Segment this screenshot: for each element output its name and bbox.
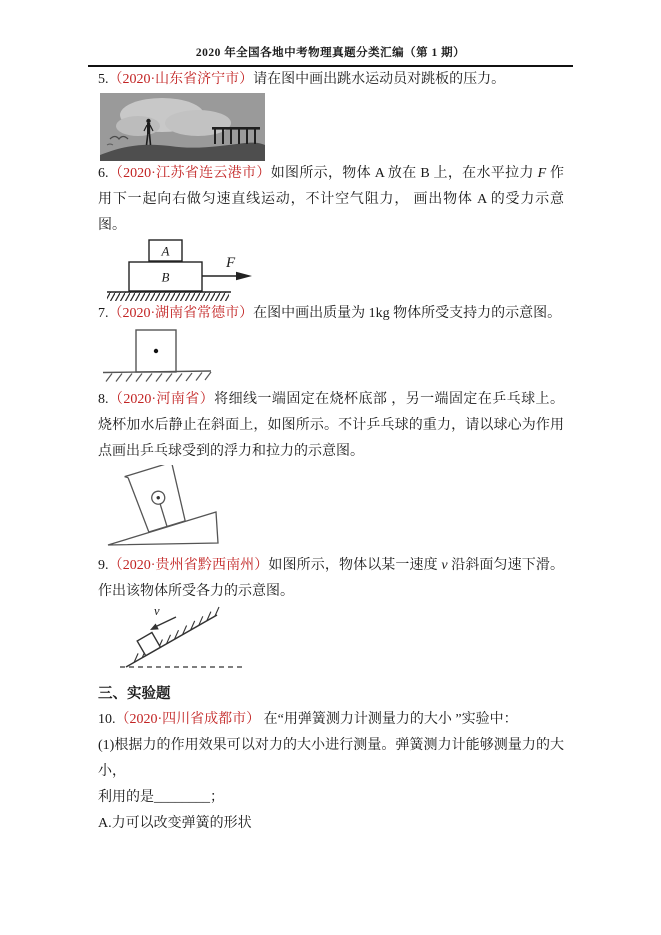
cloud-shape bbox=[116, 116, 160, 136]
incline-slide-diagram bbox=[98, 605, 248, 677]
ground-hatching bbox=[107, 293, 229, 302]
string-line bbox=[160, 504, 167, 526]
beaker-group bbox=[125, 465, 192, 534]
question-10-text: 在“用弹簧测力计测量力的大小 ”实验中： bbox=[260, 712, 518, 727]
blocks-diagram bbox=[105, 239, 265, 301]
sliding-block bbox=[137, 632, 160, 655]
question-10-blank-text: 利用的是________； bbox=[98, 790, 224, 805]
ground-line bbox=[103, 371, 211, 373]
question-8-text: 将细线一端固定在烧杯底部 ，另一端固定在乒乓球上。烧杯加水后静止在斜面上，如图所示。不计乒乓球的重力，请以球心为作用点画出乒乓球受到的浮力和拉力的示意图。 bbox=[98, 392, 564, 459]
header-title: 2020 年全国各地中考物理真题分类汇编（第 1 期） bbox=[195, 47, 466, 59]
velocity-arrow-label: v bbox=[154, 605, 160, 618]
force-arrow-head bbox=[236, 272, 252, 280]
question-8-source: （2020·河南省） bbox=[108, 392, 215, 407]
question-9-number: 9. bbox=[98, 558, 109, 573]
question-9 bbox=[98, 553, 564, 605]
question-6-number: 6. bbox=[98, 166, 109, 181]
ground-hatching bbox=[106, 372, 211, 382]
force-arrow-label: F bbox=[226, 255, 236, 271]
question-10-source: （2020·四川省成都市） bbox=[115, 712, 261, 727]
beaker-rim bbox=[125, 465, 175, 477]
question-8 bbox=[98, 387, 564, 465]
block-a-label: A bbox=[161, 243, 170, 259]
velocity-arrow-head bbox=[150, 624, 159, 631]
question-5-source: （2020·山东省济宁市） bbox=[108, 72, 254, 87]
question-10-number: 10. bbox=[98, 712, 116, 727]
q9-figure-incline bbox=[98, 605, 564, 677]
velocity-arrow-line bbox=[156, 617, 176, 627]
question-6-text-post: 作用下一起向右做匀速直线运动，不计空气阻力， 画出物体 A 的受力示意图。 bbox=[98, 166, 564, 233]
question-6 bbox=[98, 161, 564, 239]
question-7-number: 7. bbox=[98, 306, 109, 321]
document-content bbox=[0, 67, 661, 837]
beaker-left-side bbox=[128, 476, 149, 533]
question-6-text-pre: 如图所示，物体 A 放在 B 上，在水平拉力 bbox=[270, 166, 538, 181]
question-8-number: 8. bbox=[98, 392, 109, 407]
question-9-text-pre: 如图所示，物体以某一速度 bbox=[268, 558, 442, 573]
question-10-part1 bbox=[98, 733, 564, 785]
force-symbol: F bbox=[537, 166, 547, 181]
section-3-heading: 三、实验题 bbox=[98, 686, 171, 702]
beaker-right-side bbox=[168, 465, 189, 521]
page-header bbox=[88, 44, 573, 67]
question-10 bbox=[98, 707, 564, 733]
block-on-ground-diagram bbox=[98, 327, 248, 387]
block-b-label: B bbox=[161, 269, 170, 285]
q5-figure-diver-photo bbox=[100, 93, 564, 161]
question-6-source: （2020·江苏省连云港市） bbox=[108, 166, 271, 181]
q6-figure-blocks bbox=[105, 239, 564, 301]
question-5-text: 请在图中画出跳水运动员对跳板的压力。 bbox=[253, 72, 506, 87]
question-7-source: （2020·湖南省常德市） bbox=[108, 306, 254, 321]
velocity-symbol: v bbox=[441, 558, 448, 573]
cloud-shape bbox=[165, 110, 231, 136]
beaker-incline-diagram bbox=[98, 465, 233, 553]
question-10-part1-text: (1)根据力的作用效果可以对力的大小进行测量。弹簧测力计能够测量力的大小， bbox=[98, 738, 564, 779]
question-5-number: 5. bbox=[98, 72, 109, 87]
incline-triangle bbox=[108, 512, 218, 545]
question-9-text-post: 沿斜面匀速下滑。作出该物体所受各力的示意图。 bbox=[98, 558, 564, 599]
question-10-option-a-text: A.力可以改变弹簧的形状 bbox=[98, 816, 252, 831]
diver-photo-image bbox=[100, 93, 265, 161]
question-9-source: （2020·贵州省黔西南州） bbox=[108, 558, 269, 573]
question-7 bbox=[98, 301, 564, 327]
question-10-part1-blank bbox=[98, 785, 564, 811]
question-5 bbox=[98, 67, 564, 93]
question-7-text: 在图中画出质量为 1kg 物体所受支持力的示意图。 bbox=[253, 306, 562, 321]
q8-figure-beaker-incline bbox=[98, 465, 564, 553]
center-of-mass-dot bbox=[154, 349, 158, 353]
question-10-option-a bbox=[98, 811, 564, 837]
q7-figure-block bbox=[98, 327, 564, 387]
